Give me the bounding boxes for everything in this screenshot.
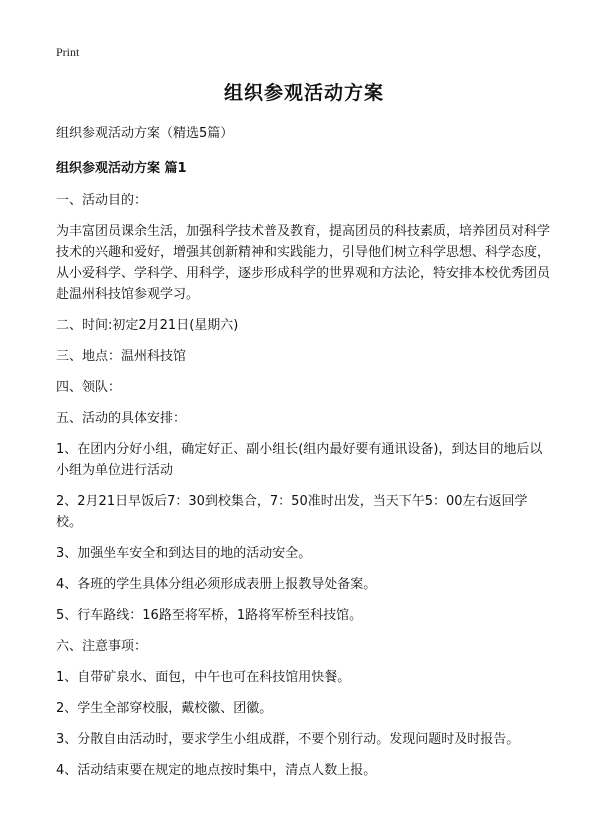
document-title: 组织参观活动方案 [223, 82, 384, 104]
document-page [56, 78, 552, 791]
arrangement-item: 1、在团内分好小组，确定好正、副小组长(组内最好要有通讯设备)，到达目的地后以小组为单位进行活动 [56, 442, 543, 478]
paragraph-location: 三、地点：温州科技馆 [56, 349, 187, 364]
arrangement-item: 2、2月21日早饭后7：30到校集合，7：50准时出发，当天下午5：00左右返回学校。 [56, 494, 528, 530]
section-heading: 组织参观活动方案 篇1 [56, 161, 187, 176]
arrangement-item: 3、加强坐车安全和到达目的地的活动安全。 [56, 546, 312, 561]
heading-purpose: 一、活动目的： [56, 193, 148, 208]
paragraph-purpose-body: 为丰富团员课余生活，加强科学技术普及教育，提高团员的科技素质，培养团员对科学技术的兴趣和爱好，增强其创新精神和实践能力，引导他们树立科学思想、科学态度，从小爱科学、学科学、用科学，逐步形成科学的世界观和方法论，特安排本校优秀团员赴温州科技馆参观学习。 [56, 224, 551, 302]
note-item: 4、活动结束要在规定的地点按时集中，清点人数上报。 [56, 763, 377, 778]
paragraph-leader: 四、领队： [56, 380, 122, 395]
print-label: Print [56, 45, 80, 59]
document-subtitle: 组织参观活动方案（精选5篇） [56, 126, 234, 141]
arrangement-item: 5、行车路线：16路至将军桥，1路将军桥至科技馆。 [56, 608, 363, 623]
note-item: 3、分散自由活动时，要求学生小组成群，不要个别行动。发现问题时及时报告。 [56, 732, 520, 747]
note-item: 1、自带矿泉水、面包，中午也可在科技馆用快餐。 [56, 670, 351, 685]
note-item: 2、学生全部穿校服，戴校徽、团徽。 [56, 701, 273, 716]
heading-notes: 六、注意事项： [56, 639, 148, 654]
arrangement-item: 4、各班的学生具体分组必须形成表册上报教导处备案。 [56, 577, 377, 592]
heading-arrangements: 五、活动的具体安排： [56, 411, 187, 426]
paragraph-time: 二、时间:初定2月21日(星期六) [56, 318, 239, 333]
